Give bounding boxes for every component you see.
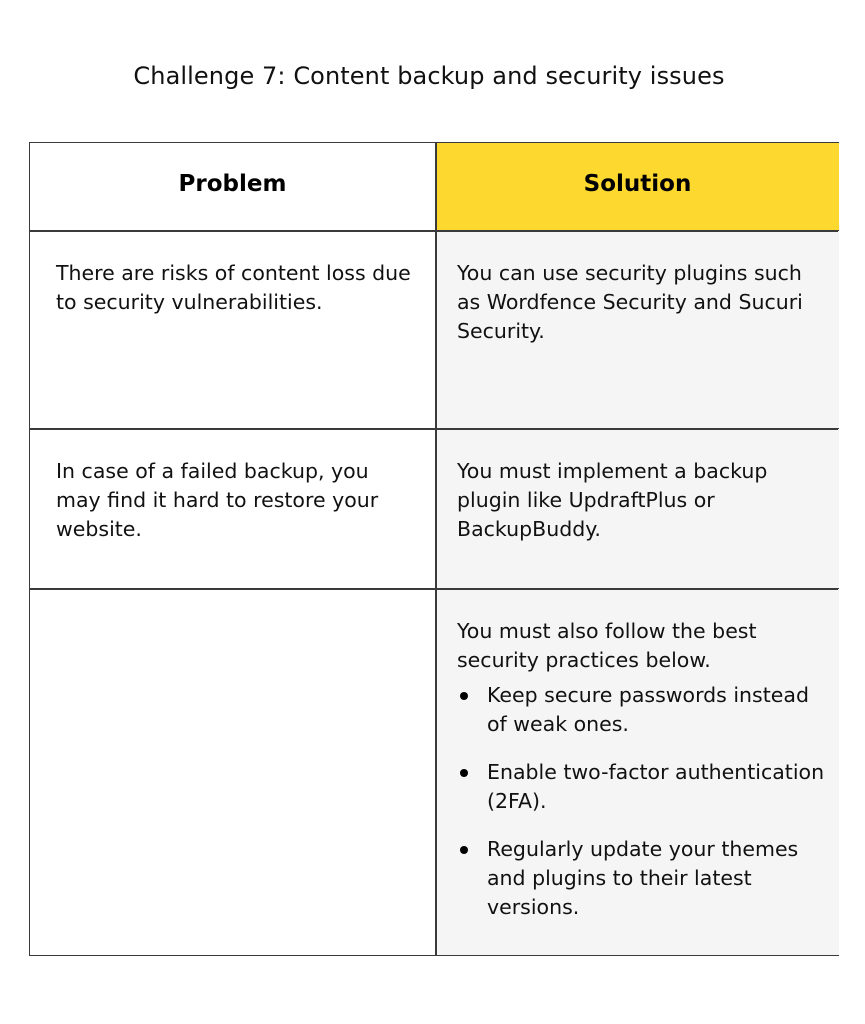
problem-text: There are risks of content loss due to security vulnerabilities. — [56, 261, 411, 314]
list-item-text: Regularly update your themes and plugins to their latest versions. — [487, 837, 799, 919]
table-row-3-problem — [30, 589, 435, 955]
table-row-2-solution — [436, 429, 839, 588]
list-item — [457, 758, 829, 816]
table-row-1-problem — [30, 231, 435, 428]
header-cell-solution — [436, 143, 839, 230]
table-row-1-solution — [436, 231, 839, 428]
solution-text: You must also follow the best security practices below. — [457, 619, 757, 672]
column-divider — [435, 143, 437, 955]
header-cell-problem — [30, 143, 435, 230]
list-item-text: Keep secure passwords instead of weak ones. — [487, 683, 809, 736]
solution-text: You can use security plugins such as Wordfence Security and Sucuri Security. — [457, 261, 803, 343]
security-practices-list — [457, 681, 829, 941]
list-item — [457, 681, 829, 739]
table-row-3-solution — [436, 589, 839, 955]
bullet-icon — [460, 692, 468, 700]
list-item-text: Enable two-factor authentication (2FA). — [487, 760, 825, 813]
solution-text: You must implement a backup plugin like UpdraftPlus or BackupBuddy. — [457, 459, 768, 541]
page-title: Challenge 7: Content backup and security issues — [133, 62, 725, 90]
problem-text: In case of a failed backup, you may find it hard to restore your website. — [56, 459, 379, 541]
bullet-icon — [460, 769, 468, 777]
bullet-icon — [460, 846, 468, 854]
comparison-table — [29, 142, 839, 956]
row-divider — [30, 428, 838, 430]
list-item — [457, 835, 829, 922]
row-divider — [30, 588, 838, 590]
table-row-2-problem — [30, 429, 435, 588]
header-solution-label: Solution — [583, 171, 692, 197]
row-divider — [30, 230, 838, 232]
header-problem-label: Problem — [178, 171, 287, 197]
